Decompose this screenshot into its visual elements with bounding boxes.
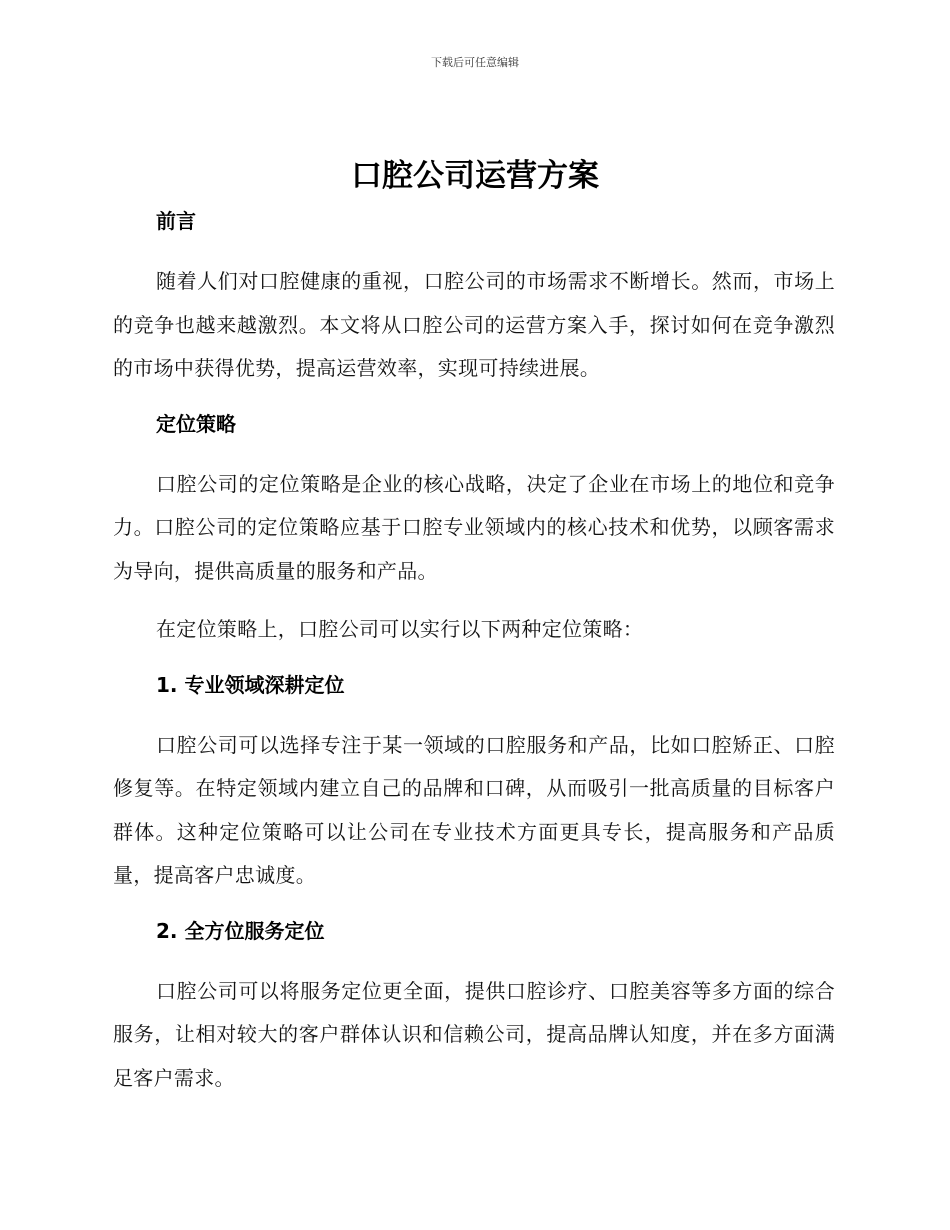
document-body	[113, 203, 835, 1100]
positioning-paragraph-1: 口腔公司的定位策略是企业的核心战略，决定了企业在市场上的地位和竞争力。口腔公司的定位策略应基于口腔专业领域内的核心技术和优势，以顾客需求为导向，提供高质量的服务和产品。	[113, 471, 835, 583]
positioning-paragraph-2: 在定位策略上，口腔公司可以实行以下两种定位策略：	[156, 617, 644, 641]
page-header-note: 下载后可任意编辑	[431, 56, 519, 69]
document-title: 口腔公司运营方案	[351, 158, 599, 194]
section-heading-strategy-1: 1. 专业领域深耕定位	[156, 672, 345, 697]
section-heading-strategy-2: 2. 全方位服务定位	[156, 918, 325, 943]
section-heading-preface: 前言	[156, 209, 196, 233]
section-heading-positioning: 定位策略	[156, 411, 236, 436]
strategy-1-paragraph: 口腔公司可以选择专注于某一领域的口腔服务和产品，比如口腔矫正、口腔修复等。在特定领域内建立自己的品牌和口碑，从而吸引一批高质量的目标客户群体。这种定位策略可以让公司在专业技术方面更具专长，提高服务和产品质量，提高客户忠诚度。	[113, 732, 835, 887]
strategy-2-paragraph: 口腔公司可以将服务定位更全面，提供口腔诊疗、口腔美容等多方面的综合服务，让相对较大的客户群体认识和信赖公司，提高品牌认知度，并在多方面满足客户需求。	[113, 978, 835, 1090]
preface-paragraph: 随着人们对口腔健康的重视，口腔公司的市场需求不断增长。然而，市场上的竞争也越来越激烈。本文将从口腔公司的运营方案入手，探讨如何在竞争激烈的市场中获得优势，提高运营效率，实现可持续进展。	[113, 269, 835, 380]
